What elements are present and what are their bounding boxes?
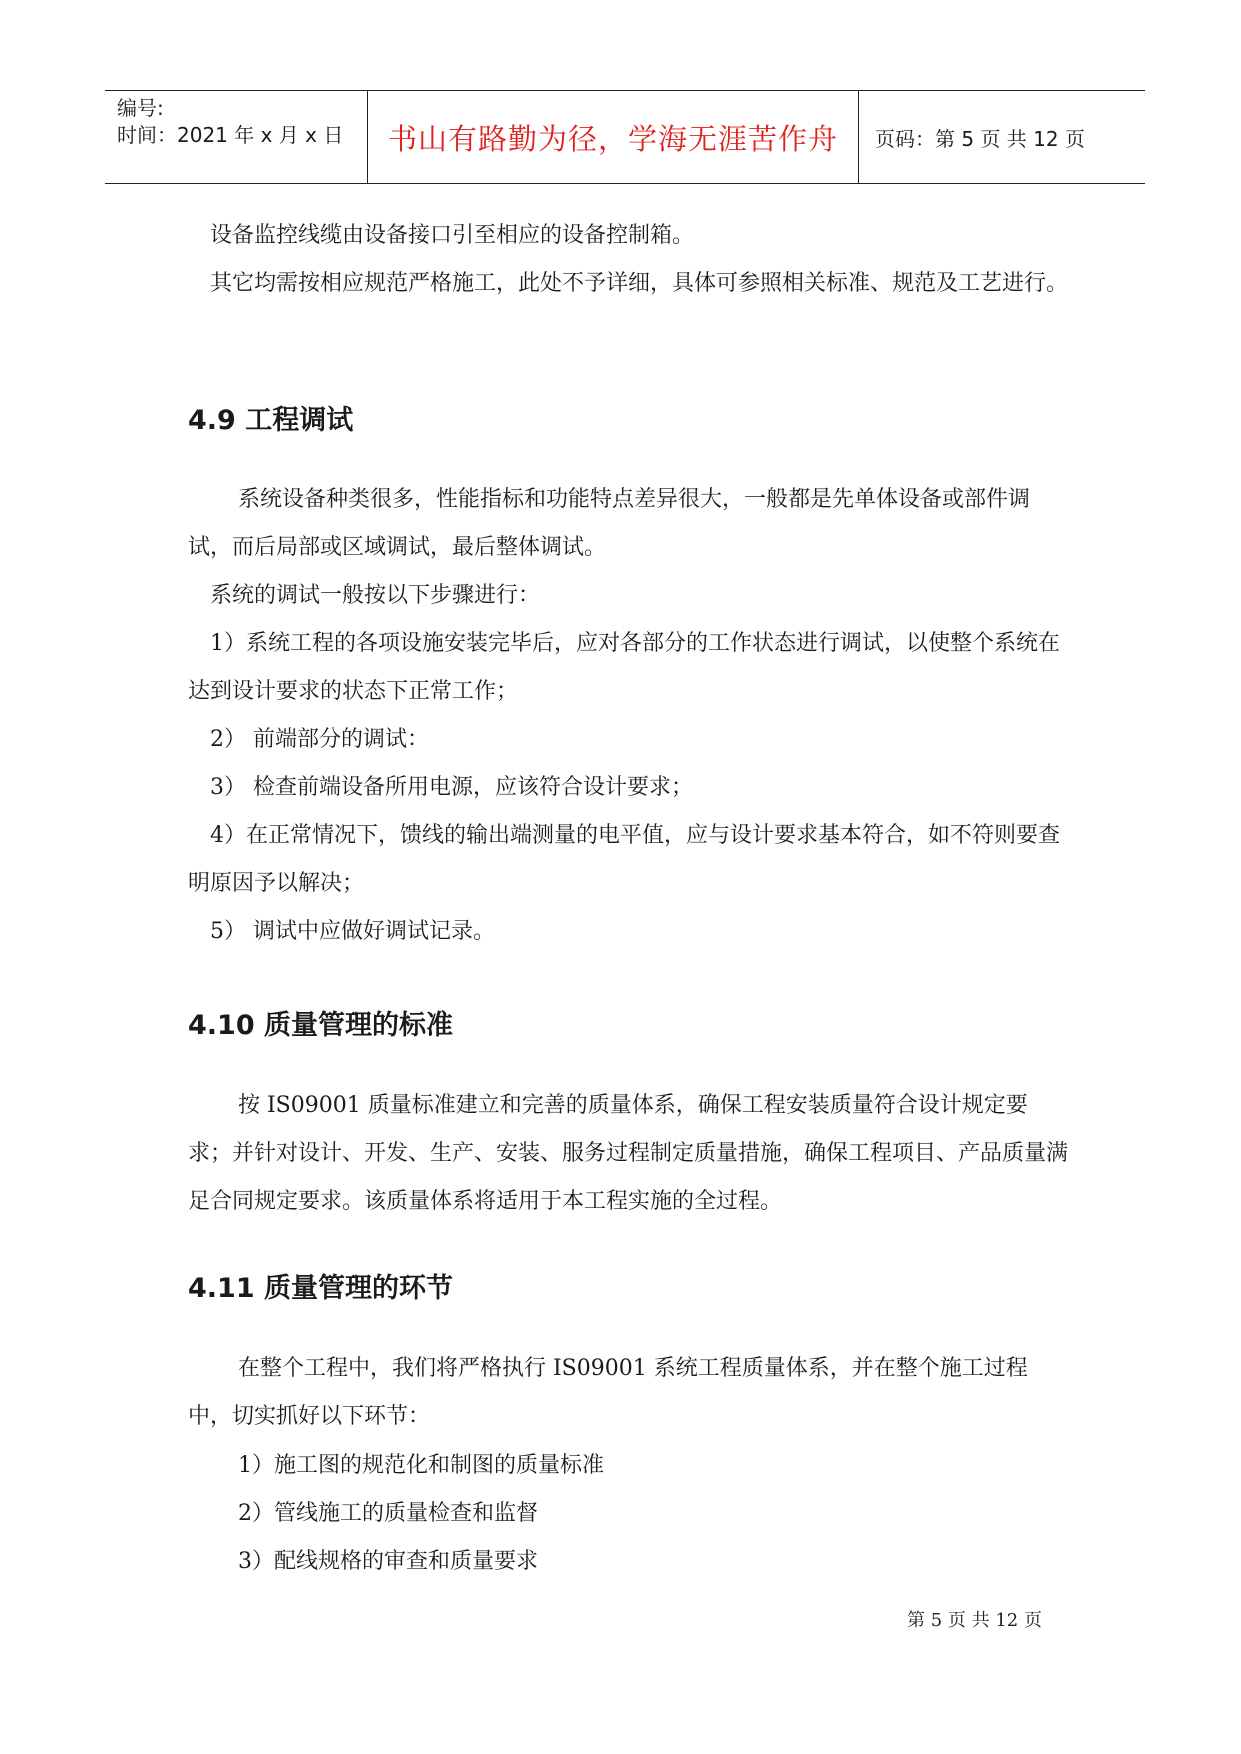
list-item: 2）管线施工的质量检查和监督 [238, 1501, 538, 1526]
section-heading: 4.11 质量管理的环节 [188, 1273, 454, 1304]
paragraph: 按 IS09001 质量标准建立和完善的质量体系，确保工程安装质量符合设计规定要求；并针对设计、开发、生产、安装、服务过程制定质量措施，确保工程项目、产品质量满足合同规定要求。该质量体系将适用于本工程实施的全过程。 [188, 1093, 1069, 1214]
paragraph: 在整个工程中，我们将严格执行 IS09001 系统工程质量体系，并在整个施工过程中，切实抓好以下环节： [188, 1356, 1028, 1429]
list-item: 3） 检查前端设备所用电源，应该符合设计要求； [210, 775, 693, 800]
time-label: 时间：2021 年 x 月 x 日 [117, 123, 344, 147]
paragraph: 其它均需按相应规范严格施工，此处不予详细，具体可参照相关标准、规范及工艺进行。 [210, 271, 1069, 296]
page-footer: 第 5 页 共 12 页 [907, 1610, 1042, 1631]
list-item: 4）在正常情况下，馈线的输出端测量的电平值，应与设计要求基本符合，如不符则要查明原因予以解决； [188, 823, 1060, 896]
section-heading: 4.10 质量管理的标准 [188, 1010, 454, 1041]
paragraph: 系统的调试一般按以下步骤进行： [210, 583, 541, 608]
header-motto: 书山有路勤为径，学海无涯苦作舟 [368, 91, 859, 183]
paragraph: 系统设备种类很多，性能指标和功能特点差异很大，一般都是先单体设备或部件调试，而后局部或区域调试，最后整体调试。 [188, 487, 1031, 560]
list-item: 2） 前端部分的调试： [210, 727, 429, 752]
number-label: 编号: [117, 96, 164, 120]
page-header [105, 90, 1145, 184]
paragraph: 设备监控线缆由设备接口引至相应的设备控制箱。 [210, 223, 695, 248]
list-item: 3）配线规格的审查和质量要求 [238, 1549, 538, 1574]
list-item: 1）系统工程的各项设施安装完毕后，应对各部分的工作状态进行调试，以使整个系统在达到设计要求的状态下正常工作； [188, 631, 1060, 704]
list-item: 1）施工图的规范化和制图的质量标准 [238, 1453, 604, 1478]
list-item: 5） 调试中应做好调试记录。 [210, 919, 495, 944]
header-meta [105, 91, 368, 183]
section-heading: 4.9 工程调试 [188, 405, 354, 436]
header-page-label: 页码：第 5 页 共 12 页 [875, 126, 1085, 151]
